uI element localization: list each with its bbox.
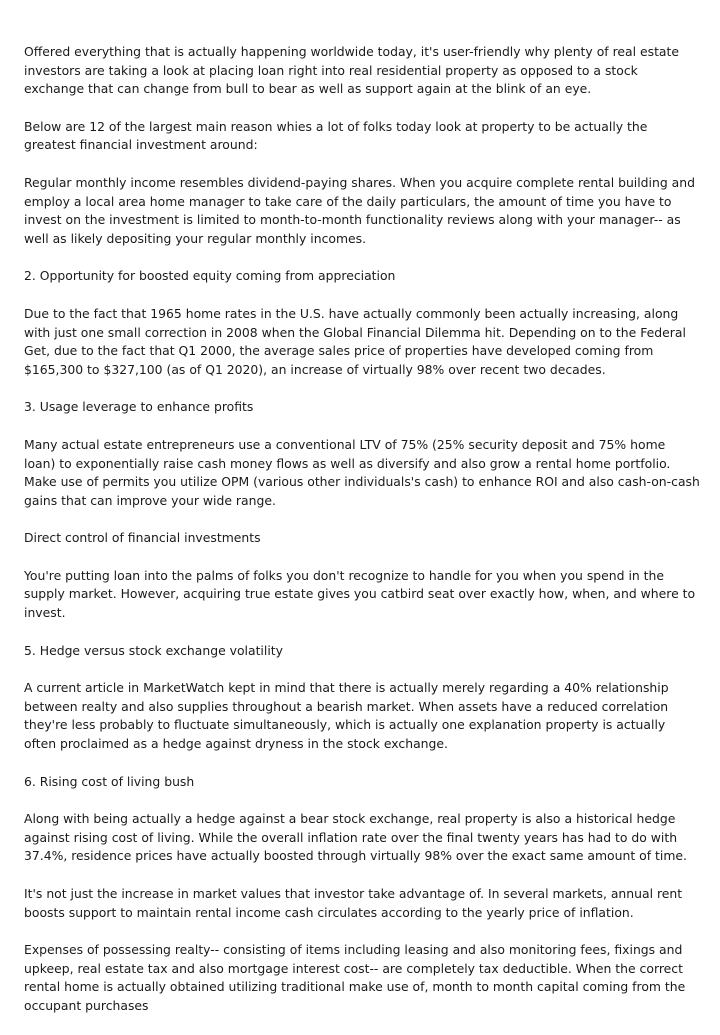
paragraph-intro: Offered everything that is actually happening worldwide today, it's user-friendly why plenty of real estate investors are taking a look at placing loan right into real residential property as opposed to a stock exchange that can change from bull to bear as well as support again at the blink of an eye. — [24, 44, 680, 97]
paragraph-rent-increase: It's not just the increase in market values that investor take advantage of. In several markets, annual rent boosts support to maintain rental income cash circulates according to the yearly price of inflation. — [24, 886, 683, 920]
paragraph-reasons-intro: Below are 12 of the largest main reason whies a lot of folks today look at property to be actually the greatest financial investment around: — [24, 118, 648, 153]
article-body — [24, 43, 700, 1035]
heading-inflation-hedge: 6. Rising cost of living bush — [24, 773, 195, 789]
heading-equity-appreciation: 2. Opportunity for boosted equity coming from appreciation — [24, 268, 396, 284]
heading-direct-control: Direct control of financial investments — [24, 530, 261, 546]
paragraph-direct-control: You're putting loan into the palms of folks you don't recognize to handle for you when you spend in the supply market. However, acquiring true estate gives you catbird seat over exactly how, when, and where to invest. — [24, 567, 696, 621]
paragraph-tax-deductible: Expenses of possessing realty-- consisting of items including leasing and also monitoring fees, fixings and upkeep, real estate tax and also mortgage interest cost-- are completely tax deductible. When the correct rental home is actually obtained utilizing traditional make use of, month to month capital coming from the occupant purchases — [24, 942, 686, 1013]
paragraph-inflation: Along with being actually a hedge against a bear stock exchange, real property is also a historical hedge against rising cost of living. While the overall inflation rate over the final twenty years has had to do with 37.4%, residence prices have actually boosted through virtually 98% over the exact same amount of time. — [24, 811, 687, 864]
paragraph-marketwatch: A current article in MarketWatch kept in mind that there is actually merely regarding a 40% relationship between realty and also supplies throughout a bearish market. When assets have a reduced correlation they're less probably to fluctuate simultaneously, which is actually one explanation property is actually often proclaimed as a hedge against dryness in the stock exchange. — [24, 680, 669, 752]
heading-hedge-volatility: 5. Hedge versus stock exchange volatility — [24, 642, 283, 658]
paragraph-home-rates: Due to the fact that 1965 home rates in the U.S. have actually commonly been actually increasing, along with just one small correction in 2008 when the Global Financial Dilemma hit. Depending on to the Federal Get, due to the fact that Q1 2000, the average sales price of properties have developed coming from $165,300 to $327,100 (as of Q1 2020), an increase of virtually 98% over recent two decades. — [24, 305, 686, 377]
paragraph-ltv: Many actual estate entrepreneurs use a conventional LTV of 75% (25% security deposit and 75% home loan) to exponentially raise cash money flows as well as diversify and also grow a rental home portfolio. Make use of permits you utilize OPM (various other individuals's cash) to enhance ROI and also cash-on-cash gains that can improve your wide range. — [24, 436, 700, 508]
paragraph-monthly-income: Regular monthly income resembles dividend-paying shares. When you acquire complete rental building and employ a local area home manager to take care of the daily particulars, the amount of time you have to invest on the investment is limited to month-to-month functionality reviews along with your manager-- as well as likely depositing your regular monthly incomes. — [24, 174, 695, 246]
heading-leverage: 3. Usage leverage to enhance profits — [24, 399, 254, 415]
